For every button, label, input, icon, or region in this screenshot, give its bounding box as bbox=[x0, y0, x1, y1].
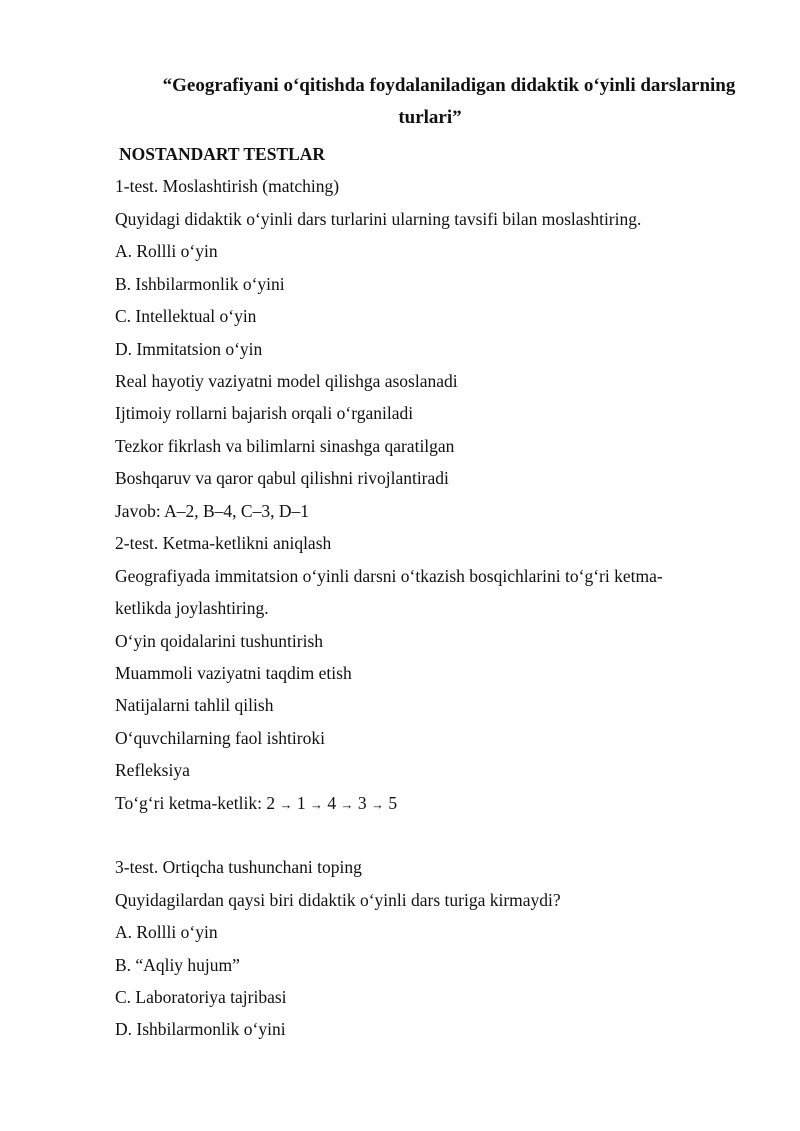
test3-option: B. “Aqliy hujum” bbox=[115, 955, 240, 975]
test2-heading: 2-test. Ketma-ketlikni aniqlash bbox=[115, 533, 332, 553]
test3-heading: 3-test. Ortiqcha tushunchani toping bbox=[115, 857, 362, 877]
section-heading: NOSTANDART TESTLAR bbox=[119, 144, 326, 164]
test1-option: B. Ishbilarmonlik o‘yini bbox=[115, 274, 285, 294]
sequence-number: 3 bbox=[357, 793, 367, 813]
sequence-number: 4 bbox=[327, 793, 337, 813]
test1-option: A. Rollli o‘yin bbox=[115, 241, 218, 261]
title-line-1: “Geografiyani o‘qitishda foydalaniladigan didaktik o‘yinli darslarning bbox=[162, 75, 736, 96]
test1-answer: Javob: A–2, B–4, C–3, D–1 bbox=[115, 501, 309, 521]
test2-step: Natijalarni tahlil qilish bbox=[115, 695, 274, 715]
arrow-right-icon: → bbox=[371, 797, 384, 812]
test1-option: D. Immitatsion o‘yin bbox=[115, 339, 263, 359]
test2-question-line-1: Geografiyada immitatsion o‘yinli darsni o‘tkazish bosqichlarini to‘g‘ri ketma- bbox=[115, 566, 663, 586]
test1-heading: 1-test. Moslashtirish (matching) bbox=[115, 176, 340, 196]
test2-answer bbox=[115, 792, 397, 816]
test3-question: Quyidagilardan qaysi biri didaktik o‘yinli dars turiga kirmaydi? bbox=[115, 890, 561, 910]
test1-description: Boshqaruv va qaror qabul qilishni rivojlantiradi bbox=[115, 468, 449, 488]
title-line-2: turlari” bbox=[398, 107, 462, 128]
sequence-number: 5 bbox=[388, 793, 398, 813]
test3-option: C. Laboratoriya tajribasi bbox=[115, 987, 287, 1007]
test1-description: Real hayotiy vaziyatni model qilishga asoslanadi bbox=[115, 371, 458, 391]
test2-answer-label: To‘g‘ri ketma-ketlik: bbox=[115, 793, 262, 813]
arrow-right-icon: → bbox=[340, 797, 354, 812]
test1-question: Quyidagi didaktik o‘yinli dars turlarini ularning tavsifi bilan moslashtiring. bbox=[115, 209, 642, 229]
test2-question-line-2: ketlikda joylashtiring. bbox=[115, 598, 269, 618]
test2-step: Refleksiya bbox=[115, 760, 190, 780]
sequence-number: 1 bbox=[296, 793, 306, 813]
arrow-right-icon: → bbox=[279, 797, 293, 812]
document-title bbox=[110, 70, 750, 134]
test3-option: D. Ishbilarmonlik o‘yini bbox=[115, 1019, 286, 1039]
test2-step: Muammoli vaziyatni taqdim etish bbox=[115, 663, 352, 683]
test3-option: A. Rollli o‘yin bbox=[115, 922, 218, 942]
sequence-number: 2 bbox=[266, 793, 276, 813]
test1-option: C. Intellektual o‘yin bbox=[115, 306, 257, 326]
test2-step: O‘yin qoidalarini tushuntirish bbox=[115, 631, 324, 651]
test1-description: Ijtimoiy rollarni bajarish orqali o‘rganiladi bbox=[115, 403, 414, 423]
test2-step: O‘quvchilarning faol ishtiroki bbox=[115, 728, 325, 748]
test1-description: Tezkor fikrlash va bilimlarni sinashga qaratilgan bbox=[115, 436, 455, 456]
arrow-right-icon: → bbox=[310, 797, 323, 812]
